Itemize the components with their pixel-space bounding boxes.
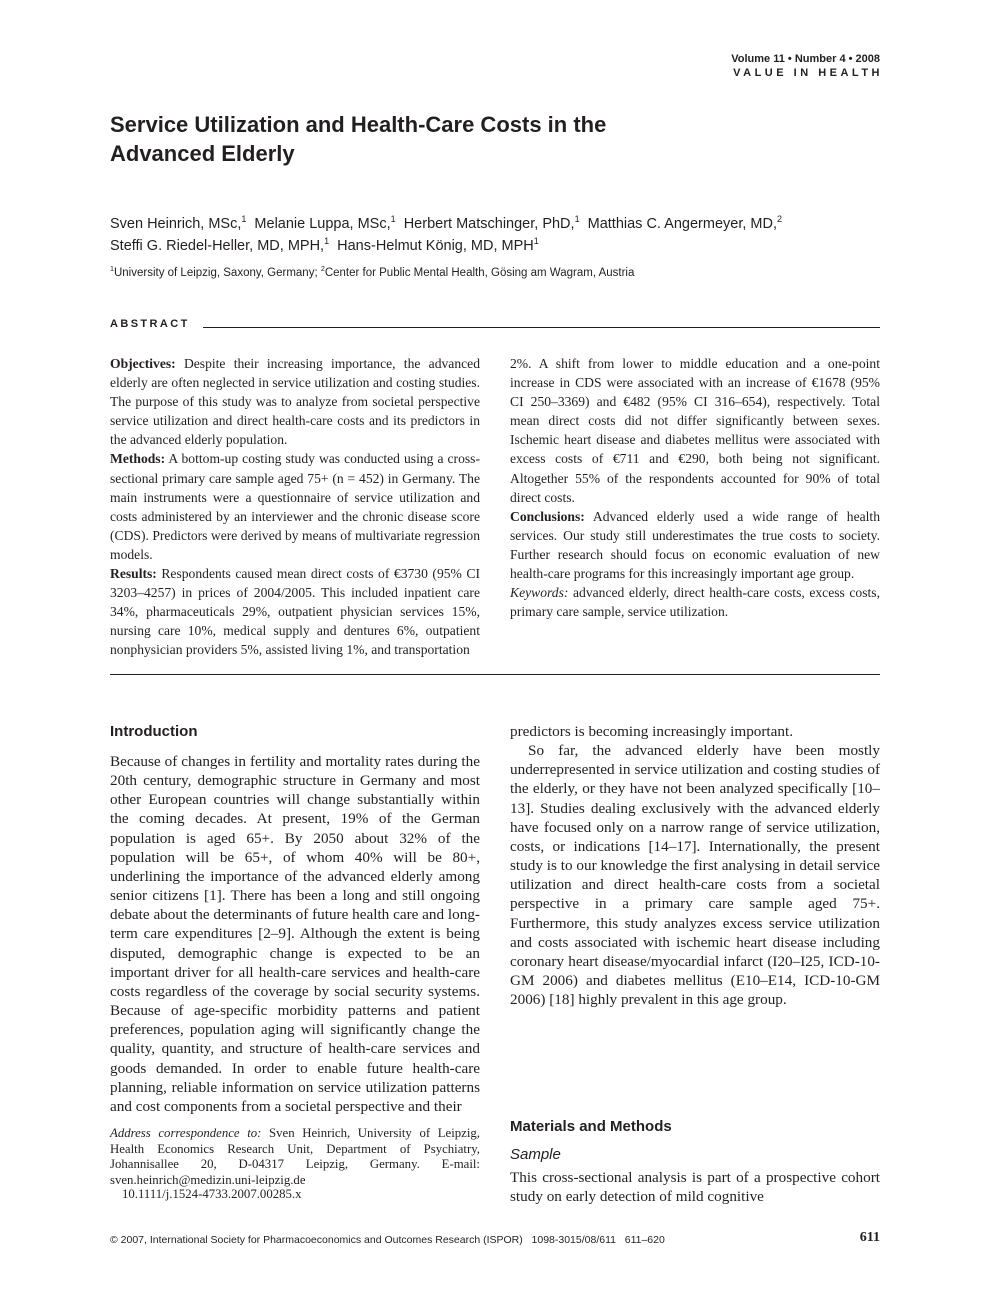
abstract-column-right [510,354,880,621]
affiliation-marker: 2 [777,214,782,225]
keywords-label: Keywords: [510,585,569,601]
author-name: Steffi G. Riedel-Heller, MD, MPH, [110,238,325,254]
results-label: Results: [110,566,157,582]
methods-heading: Materials and Methods [510,1118,672,1135]
affiliation-marker: 1 [110,265,114,274]
intro-paragraph-2: So far, the advanced elderly have been mostly underrepresented in service utilization and costing studies of the elderly, or they have not been analyzed specifically [10–13]. Studies dealing exclusively with the advanced elderly have focused only on a narrow range of service utilization, costs, or indications [14–17]. Internationally, the present study is to our knowledge the first analysing in detail service utilization and direct health-care costs from a societal perspective in a primary care sample aged 75+. Furthermore, this study analyzes excess service utilization and costs associated with ischemic heart disease including coronary heart disease/myocardial infarct (I20–I25, ICD-10-GM 2006) and diabetes mellitus (E10–E14, ICD-10-GM 2006) [18] highly prevalent in this age group. [510,742,880,1009]
affiliation-1: University of Leipzig, Saxony, Germany; [113,267,321,279]
abstract-methods: Methods: A bottom-up costing study was conducted using a cross-sectional primary care sample aged 75+ (n = 452) in Germany. The main instruments were a questionnaire of service utilization and costs administered by an interviewer and the chronic disease score (CDS). Predictors were derived by means of multivariate regression models. [110,451,480,562]
introduction-column-left [110,752,480,1116]
abstract-divider [203,327,880,328]
title-line-1: Service Utilization and Health-Care Costs in the [110,112,607,137]
results-text-part-2: 2%. A shift from lower to middle education and a one-point increase in CDS were associated with an increase of €1678 (95% CI 250–3369) and €482 (95% CI 316–654), respectively. Total mean direct costs did not differ significantly between sexes. Ischemic heart disease and diabetes mellitus were associated with excess costs of €711 and €290, both being not significant. Altogether 55% of the respondents accounted for 90% of total direct costs. [510,356,880,505]
title-line-2: Advanced Elderly [110,141,295,166]
abstract-keywords: Keywords: advanced elderly, direct health-care costs, excess costs, primary care sample, service utilization. [510,585,880,620]
introduction-heading: Introduction [110,723,198,740]
affiliation-marker: 1 [241,214,247,225]
page-number: 611 [859,1230,880,1245]
affiliation-marker: 1 [390,214,396,225]
conclusions-label: Conclusions: [510,508,585,524]
methods-label: Methods: [110,451,166,467]
article-title [110,110,810,168]
intro-paragraph-1-part-2: predictors is becoming increasingly important. [510,723,794,740]
affiliations [110,265,890,281]
author-name: Melanie Luppa, MSc, [254,216,391,232]
intro-paragraph-1-part-1: Because of changes in fertility and mortality rates during the 20th century, demographic structure in Germany and most other European countries will change substantially within the coming decades. At present, 19% of the German population is aged 65+. By 2050 about 32% of the population will be 65+, of whom 40% will be 80+, underlining the importance of the advanced elderly among senior citizens [1]. There has been a long and still ongoing debate about the determinants of future health care and long-term care expenditures [2–9]. Although the extent is being disputed, demographic change is expected to be an important driver for all health-care services and health-care costs regardless of the coverage by social security systems. Because of age-specific morbidity patterns and patient preferences, population aging will significantly change the quality, quantity, and structure of health-care services and goods demanded. In order to enable future health-care planning, reliable information on service utilization patterns and cost components from a societal perspective and their [110,753,480,1115]
author-name: Matthias C. Angermeyer, MD, [587,216,777,232]
affiliation-marker: 2 [320,265,325,274]
affiliation-marker: 1 [533,236,539,247]
correspondence-label: Address correspondence to: [110,1126,262,1140]
correspondence-note [110,1126,480,1188]
abstract-column-left [110,354,480,660]
abstract-conclusions: Conclusions: Advanced elderly used a wide range of health services. Our study still underestimates the true costs to society. Further research should focus on economic evaluation of new health-care programs for this increasingly important age group. [510,508,880,582]
author-line-2 [110,235,890,257]
footer-copyright: © 2007, International Society for Pharmacoeconomics and Outcomes Research (ISPOR) 1098-3015/08/611 611–620 [110,1234,665,1246]
abstract-results-continued [510,354,880,507]
author-name: Hans-Helmut König, MD, MPH [337,238,534,254]
affiliation-2: Center for Public Mental Health, Gösing am Wagram, Austria [324,267,635,279]
abstract-bottom-divider [110,674,880,675]
correspondence-text: Sven Heinrich, University of Leipzig, Health Economics Research Unit, Department of Psychiatry, Johannisallee 20, D-04317 Leipzig, Germany. E-mail: sven.heinrich@medizin.uni-leipzig.de [110,1126,480,1187]
results-text-part-1: Respondents caused mean direct costs of €3730 (95% CI 3203–4257) in prices of 2004/2005. This included inpatient care 34%, pharmaceuticals 29%, outpatient physician services 15%, nursing care 10%, medical supply and dentures 6%, outpatient nonphysician providers 5%, assisted living 1%, and transportation [110,566,480,658]
author-name: Sven Heinrich, MSc, [110,216,242,232]
abstract-results-start [110,564,480,659]
author-name: Herbert Matschinger, PhD, [403,216,575,232]
sample-subheading: Sample [510,1146,561,1163]
affiliation-marker: 1 [574,214,580,225]
objectives-label: Objectives: [110,356,176,371]
doi: 10.1111/j.1524-4733.2007.00285.x [122,1187,302,1201]
journal-name: VALUE IN HEALTH [733,67,883,79]
introduction-column-right [510,722,880,1009]
sample-paragraph: This cross-sectional analysis is part of a prospective cohort study on early detection of mild cognitive [510,1169,880,1206]
abstract-objectives: Objectives: Despite their increasing importance, the advanced elderly are often neglected in service utilization and costing studies. The purpose of this study was to analyze from societal perspective service utilization and direct health-care costs and its predictors in the advanced elderly population. [110,356,480,448]
journal-header [731,52,883,80]
affiliation-marker: 1 [324,236,330,247]
volume-line: Volume 11 • Number 4 • 2008 [731,53,880,65]
abstract-heading: ABSTRACT [110,318,190,330]
author-list [110,213,890,257]
author-line-1 [110,213,890,235]
